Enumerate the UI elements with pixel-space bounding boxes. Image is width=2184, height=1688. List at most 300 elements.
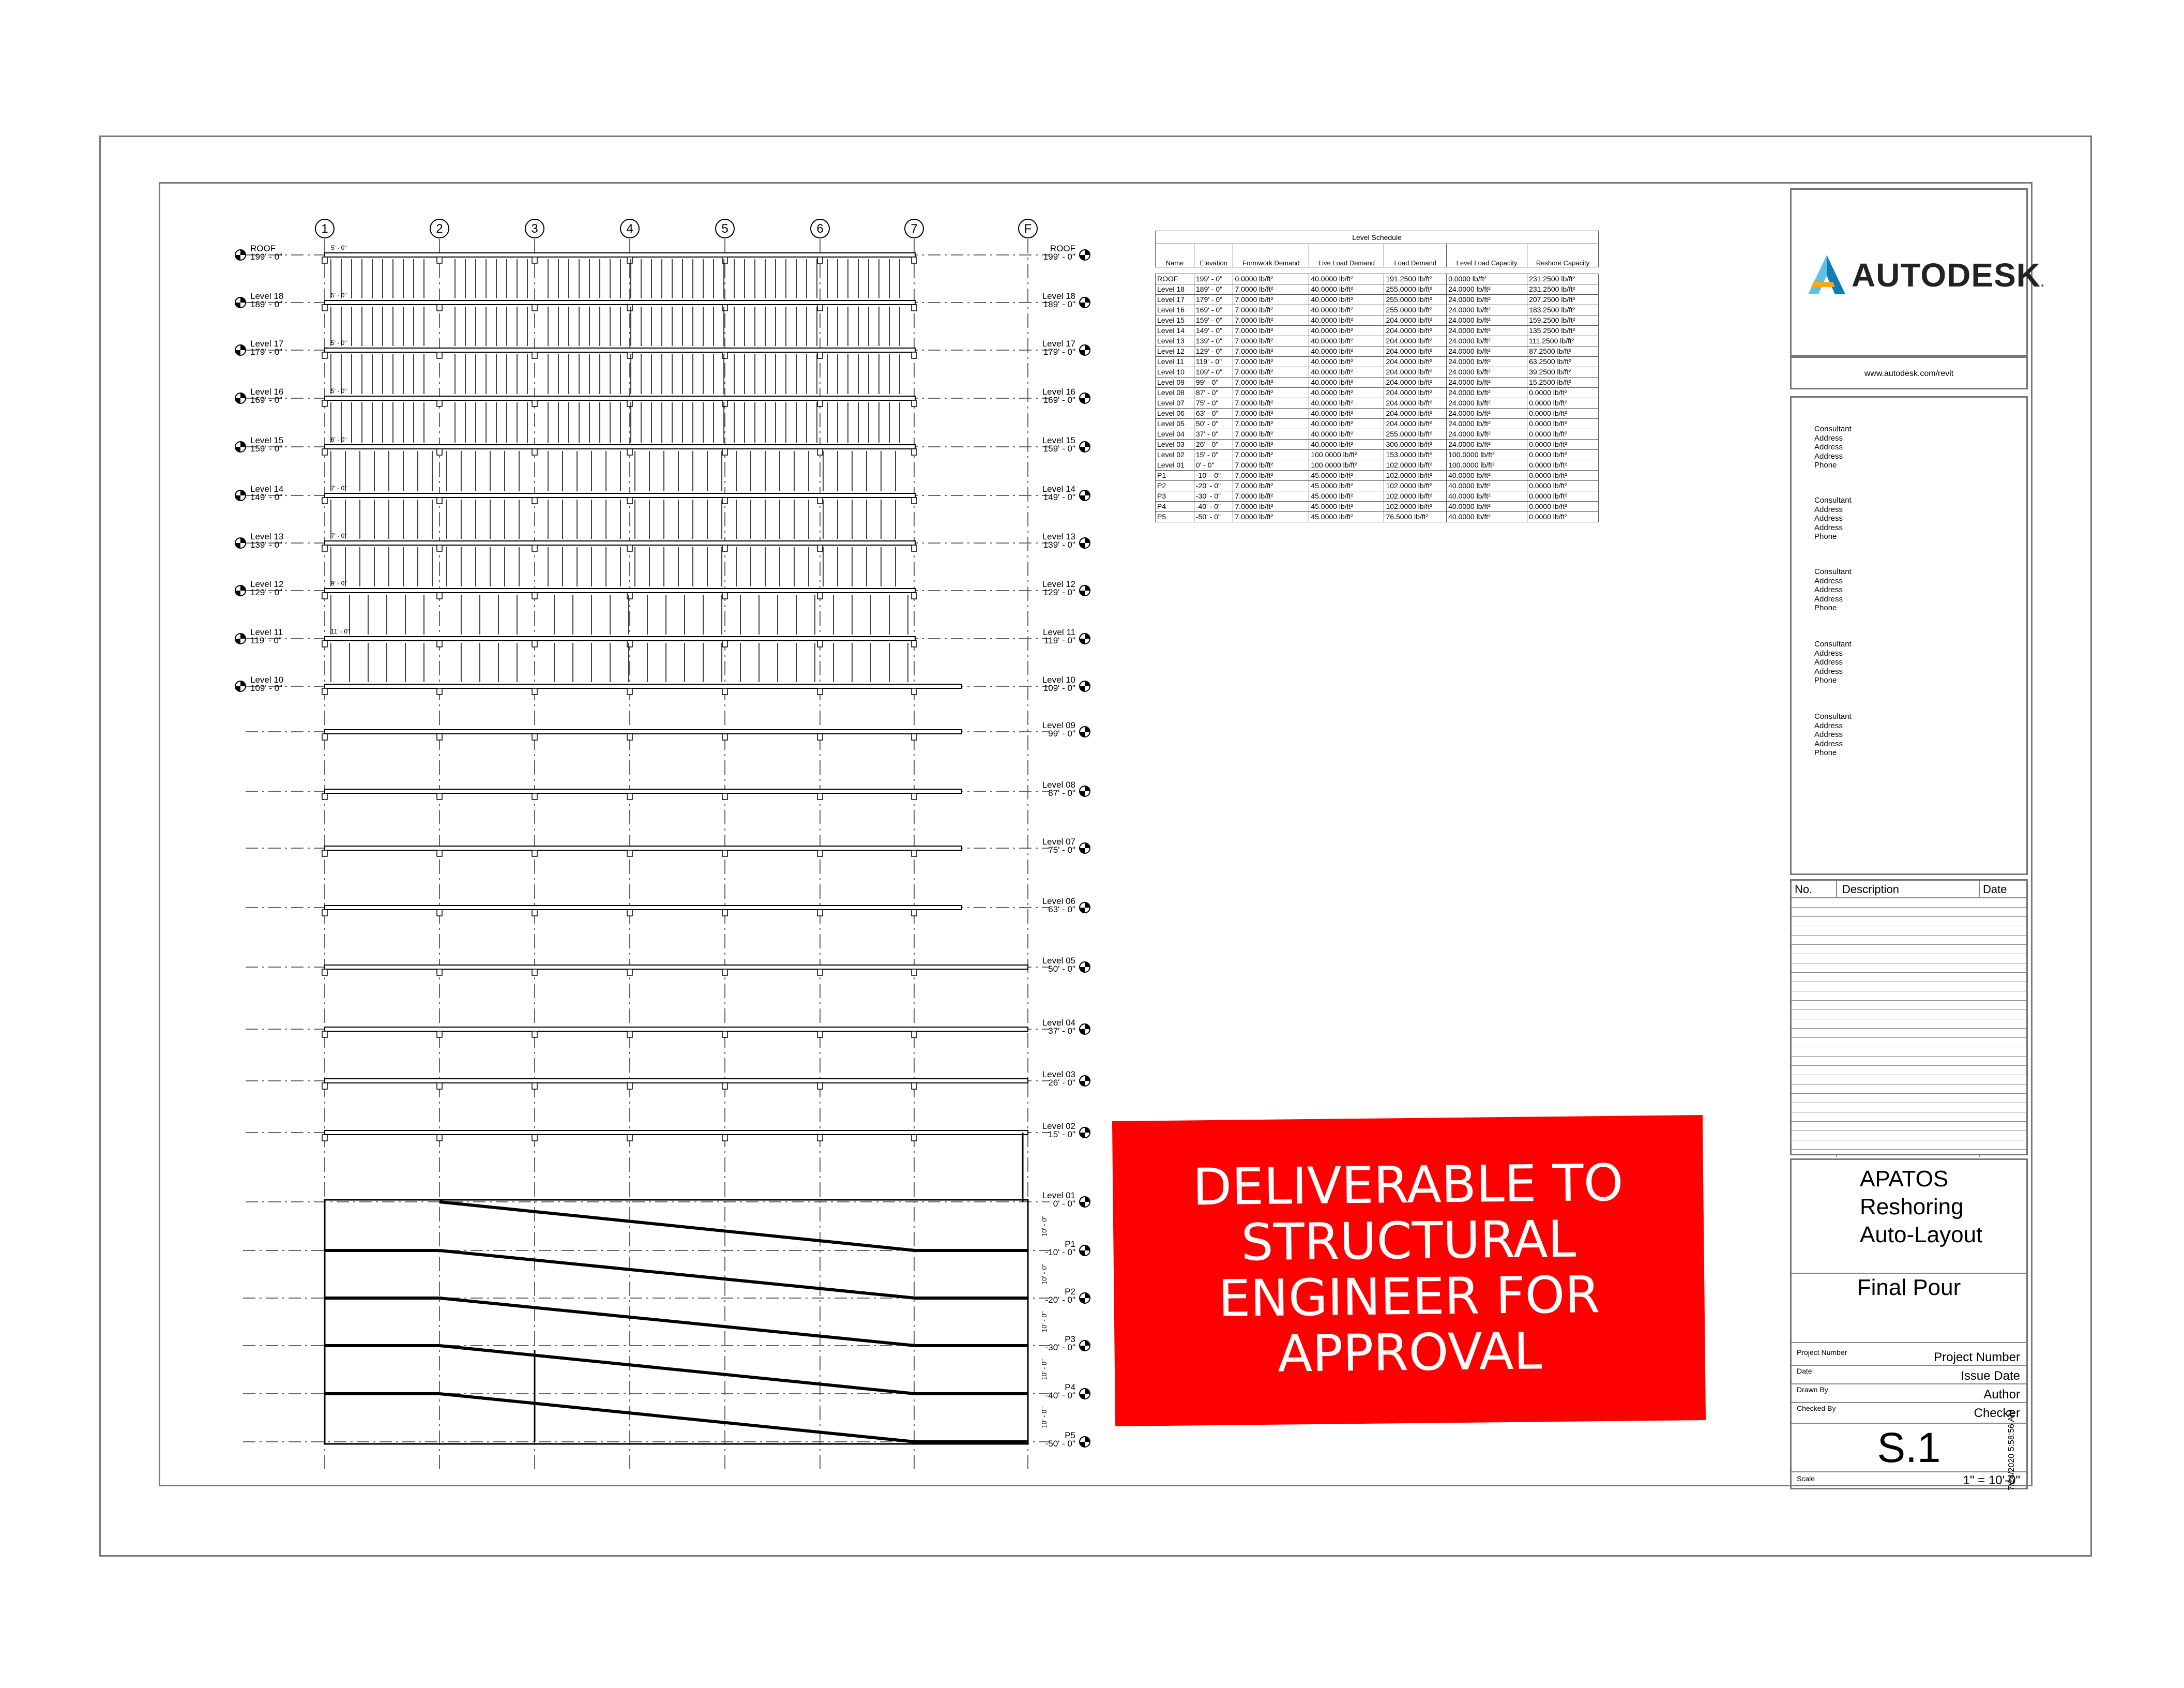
column-stub (912, 1083, 917, 1089)
schedule-cell: 40.0000 lb/ft² (1309, 367, 1384, 378)
schedule-cell: 40.0000 lb/ft² (1309, 305, 1384, 315)
column-stub (437, 257, 442, 263)
schedule-cell: 100.0000 lb/ft² (1447, 450, 1527, 460)
level-elev-right: -20' - 0" (1045, 1295, 1075, 1305)
schedule-cell: 204.0000 lb/ft² (1384, 367, 1447, 378)
slab (325, 1079, 1028, 1083)
schedule-cell: 204.0000 lb/ft² (1384, 346, 1447, 357)
schedule-cell: 24.0000 lb/ft² (1447, 429, 1527, 440)
level-elev-left: 149' - 0" (250, 492, 283, 502)
column-stub (532, 734, 537, 740)
schedule-cell: 204.0000 lb/ft² (1384, 378, 1447, 388)
column-stub (912, 545, 917, 551)
column-stub (722, 1083, 727, 1089)
schedule-cell: 37' - 0" (1194, 429, 1233, 440)
schedule-row (1156, 419, 1599, 429)
brand-name: AUTODESK (1852, 257, 2041, 294)
column-stub (912, 688, 917, 695)
level-name-right: ROOF (1050, 244, 1075, 253)
column-stub (532, 593, 537, 599)
consultant-line: Consultant (1814, 496, 1852, 505)
consultant-block (1814, 712, 1852, 758)
schedule-row (1156, 491, 1599, 502)
schedule-cell: 255.0000 lb/ft² (1384, 284, 1447, 295)
level-name-right: Level 05 (1042, 956, 1075, 966)
level-elev-right: 0' - 0" (1053, 1199, 1075, 1209)
schedule-cell: 75' - 0" (1194, 398, 1233, 409)
slab (325, 300, 915, 305)
level-elev-left: 169' - 0" (250, 395, 283, 405)
level-name-right: Level 17 (1042, 339, 1075, 349)
schedule-cell: Level 14 (1156, 326, 1194, 336)
schedule-row (1156, 450, 1599, 460)
schedule-cell: 139' - 0" (1194, 336, 1233, 346)
column-stub (322, 850, 327, 856)
schedule-cell: 40.0000 lb/ft² (1309, 336, 1384, 346)
schedule-cell: 24.0000 lb/ft² (1447, 326, 1527, 336)
project-name-line: Auto-Layout (1860, 1222, 1983, 1247)
level-elev-right: 129' - 0" (1043, 587, 1075, 597)
schedule-cell: Level 12 (1156, 346, 1194, 357)
schedule-cell: 0.0000 lb/ft² (1527, 409, 1599, 419)
column-stub (322, 400, 327, 406)
level-name-right: P3 (1065, 1334, 1075, 1344)
stamp-line: ENGINEER FOR (1218, 1265, 1601, 1329)
level-elev-right: 99' - 0" (1048, 729, 1075, 739)
column-stub (627, 734, 632, 740)
schedule-row (1156, 346, 1599, 357)
consultant-line: Address (1814, 730, 1843, 739)
schedule-cell: 191.2500 lb/ft² (1384, 274, 1447, 284)
schedule-row (1156, 295, 1599, 305)
grid-label: 6 (816, 222, 824, 236)
column-stub (437, 352, 442, 358)
schedule-cell: 102.0000 lb/ft² (1384, 481, 1447, 491)
schedule-cell: 7.0000 lb/ft² (1233, 450, 1309, 460)
column-stub (532, 1083, 537, 1089)
level-elev-right: -10' - 0" (1045, 1247, 1075, 1257)
schedule-cell: 7.0000 lb/ft² (1233, 305, 1309, 315)
scale-label: Scale (1797, 1474, 1815, 1483)
schedule-cell: 102.0000 lb/ft² (1384, 502, 1447, 512)
column-stub (722, 449, 727, 455)
dimension-label: 10' - 0" (1040, 1359, 1048, 1380)
column-stub (817, 910, 823, 916)
schedule-cell: 149' - 0" (1194, 326, 1233, 336)
schedule-cell: Level 08 (1156, 388, 1194, 398)
grid-label: F (1024, 222, 1032, 236)
schedule-cell: 111.2500 lb/ft² (1527, 336, 1599, 346)
schedule-cell: 7.0000 lb/ft² (1233, 315, 1309, 326)
schedule-row (1156, 481, 1599, 491)
column-stub (627, 593, 632, 599)
column-stub (912, 593, 917, 599)
consultant-line: Address (1814, 585, 1843, 594)
column-stub (912, 257, 917, 263)
schedule-cell: 40.0000 lb/ft² (1309, 398, 1384, 409)
schedule-cell: 40.0000 lb/ft² (1309, 429, 1384, 440)
level-elev-right: 159' - 0" (1043, 444, 1075, 454)
level-name-right: P1 (1065, 1239, 1075, 1249)
column-stub (817, 352, 823, 358)
drawn-by-value: Author (1983, 1388, 2020, 1401)
schedule-cell: 255.0000 lb/ft² (1384, 429, 1447, 440)
column-stub (322, 688, 327, 695)
slab (325, 253, 915, 257)
level-elev-left: 189' - 0" (250, 299, 283, 309)
schedule-cell: 15' - 0" (1194, 450, 1233, 460)
schedule-cell: 45.0000 lb/ft² (1309, 471, 1384, 481)
column-stub (722, 1135, 727, 1141)
schedule-cell: 189' - 0" (1194, 284, 1233, 295)
schedule-row (1156, 326, 1599, 336)
slab (325, 730, 962, 734)
approval-stamp (1112, 1115, 1706, 1426)
schedule-cell: 0.0000 lb/ft² (1527, 481, 1599, 491)
schedule-cell: 100.0000 lb/ft² (1309, 460, 1384, 471)
slab (325, 541, 915, 545)
schedule-cell: 40.0000 lb/ft² (1447, 512, 1527, 522)
column-stub (532, 498, 537, 504)
schedule-cell: P2 (1156, 481, 1194, 491)
level-elev-right: 179' - 0" (1043, 347, 1075, 357)
project-name-line: APATOS (1860, 1166, 1949, 1192)
schedule-cell: 0.0000 lb/ft² (1527, 450, 1599, 460)
level-elev-right: 37' - 0" (1048, 1026, 1075, 1036)
consultant-line: Address (1814, 576, 1843, 585)
schedule-cell: ROOF (1156, 274, 1194, 284)
bay-dimension: 6' - 0" (331, 436, 347, 443)
consultant-line: Phone (1814, 748, 1837, 757)
level-name-right: Level 18 (1042, 291, 1075, 301)
revision-rows (1792, 898, 2026, 1154)
grid-label: 5 (721, 222, 729, 236)
schedule-cell: Level 18 (1156, 284, 1194, 295)
schedule-cell: 40.0000 lb/ft² (1309, 388, 1384, 398)
bay-dimension: 5' - 0" (331, 244, 347, 251)
grid-label: 3 (531, 222, 538, 236)
schedule-cell: -10' - 0" (1194, 471, 1233, 481)
schedule-cell: 87.2500 lb/ft² (1527, 346, 1599, 357)
column-stub (322, 1083, 327, 1089)
revision-date-header: Date (1983, 883, 2007, 896)
column-stub (322, 969, 327, 975)
column-stub (817, 641, 823, 647)
column-stub (322, 734, 327, 740)
schedule-cell: 40.0000 lb/ft² (1309, 346, 1384, 357)
schedule-cell: 24.0000 lb/ft² (1447, 336, 1527, 346)
bay-dimension: 11' - 0" (331, 628, 350, 635)
schedule-cell: Level 02 (1156, 450, 1194, 460)
project-number-value: Project Number (1934, 1350, 2020, 1364)
level-name-right: Level 16 (1042, 387, 1075, 397)
level-elev-right: 199' - 0" (1043, 252, 1075, 262)
schedule-row (1156, 512, 1599, 522)
level-elev-right: 87' - 0" (1048, 788, 1075, 798)
column-stub (722, 793, 727, 800)
column-stub (532, 1135, 537, 1141)
column-stub (817, 850, 823, 856)
column-stub (722, 498, 727, 504)
project-name (1860, 1165, 1982, 1249)
schedule-row (1156, 440, 1599, 450)
project-info-panel (1790, 1158, 2028, 1489)
schedule-cell: 0.0000 lb/ft² (1527, 471, 1599, 481)
ramp-slab (439, 1298, 915, 1346)
schedule-row (1156, 274, 1599, 284)
column-stub (627, 352, 632, 358)
column-stub (437, 850, 442, 856)
schedule-cell: 0' - 0" (1194, 460, 1233, 471)
date-value: Issue Date (1961, 1369, 2020, 1383)
schedule-cell: 7.0000 lb/ft² (1233, 460, 1309, 471)
schedule-row (1156, 460, 1599, 471)
schedule-cell: Level 11 (1156, 357, 1194, 367)
schedule-cell: 0.0000 lb/ft² (1447, 274, 1527, 284)
consultant-block (1814, 640, 1852, 685)
column-stub (817, 734, 823, 740)
column-stub (627, 400, 632, 406)
schedule-cell: 40.0000 lb/ft² (1309, 357, 1384, 367)
level-name-right: Level 01 (1042, 1190, 1075, 1200)
schedule-cell: 40.0000 lb/ft² (1309, 409, 1384, 419)
column-stub (627, 910, 632, 916)
column-stub (322, 641, 327, 647)
schedule-cell: 40.0000 lb/ft² (1309, 274, 1384, 284)
schedule-cell: 0.0000 lb/ft² (1527, 491, 1599, 502)
schedule-cell: 7.0000 lb/ft² (1233, 429, 1309, 440)
consultant-line: Address (1814, 667, 1843, 676)
checked-by-value: Checker (1974, 1406, 2020, 1420)
column-stub (627, 305, 632, 311)
level-elev-right: -30' - 0" (1045, 1343, 1075, 1352)
column-stub (627, 850, 632, 856)
column-stub (722, 641, 727, 647)
level-elev-left: 199' - 0" (250, 252, 283, 262)
column-stub (912, 910, 917, 916)
slab (325, 396, 915, 400)
level-name-right: Level 04 (1042, 1018, 1075, 1028)
column-stub (627, 498, 632, 504)
schedule-cell: 159' - 0" (1194, 315, 1233, 326)
column-stub (912, 1031, 917, 1037)
slab (325, 1131, 1028, 1135)
column-stub (627, 257, 632, 263)
revision-description-header: Description (1842, 883, 1900, 896)
consultant-block (1814, 425, 1852, 470)
consultant-line: Consultant (1814, 567, 1852, 576)
column-stub (437, 734, 442, 740)
level-name-left: Level 10 (250, 675, 284, 685)
level-name-right: Level 12 (1042, 579, 1075, 589)
schedule-cell: Level 06 (1156, 409, 1194, 419)
column-stub (722, 969, 727, 975)
consultant-line: Address (1814, 658, 1843, 667)
schedule-cell: 7.0000 lb/ft² (1233, 471, 1309, 481)
schedule-cell: 45.0000 lb/ft² (1309, 481, 1384, 491)
column-stub (627, 793, 632, 800)
level-name-right: Level 07 (1042, 837, 1075, 847)
level-elev-left: 119' - 0" (250, 636, 282, 645)
column-stub (817, 305, 823, 311)
level-elev-right: 149' - 0" (1043, 492, 1075, 502)
schedule-header-cell: Live Load Demand (1309, 244, 1384, 267)
schedule-cell: -40' - 0" (1194, 502, 1233, 512)
schedule-cell: Level 04 (1156, 429, 1194, 440)
level-elev-right: 75' - 0" (1048, 845, 1075, 855)
consultant-block (1814, 496, 1852, 541)
schedule-cell: 63.2500 lb/ft² (1527, 357, 1599, 367)
schedule-cell: 204.0000 lb/ft² (1384, 388, 1447, 398)
column-stub (627, 1031, 632, 1037)
column-stub (322, 498, 327, 504)
level-elev-right: 15' - 0" (1048, 1129, 1075, 1139)
level-schedule-table (1155, 231, 1599, 522)
schedule-cell: 40.0000 lb/ft² (1309, 326, 1384, 336)
brand-url: www.autodesk.com/revit (1790, 356, 2028, 389)
column-stub (532, 1031, 537, 1037)
schedule-cell: 26' - 0" (1194, 440, 1233, 450)
column-stub (627, 449, 632, 455)
schedule-cell: 199' - 0" (1194, 274, 1233, 284)
slab (325, 589, 915, 593)
project-name-line: Reshoring (1860, 1194, 1964, 1219)
column-stub (322, 793, 327, 800)
column-stub (437, 688, 442, 695)
schedule-cell: P5 (1156, 512, 1194, 522)
level-name-right: Level 06 (1042, 896, 1075, 906)
column-stub (817, 257, 823, 263)
schedule-cell: 7.0000 lb/ft² (1233, 419, 1309, 429)
consultant-line: Address (1814, 739, 1843, 748)
column-stub (817, 545, 823, 551)
column-stub (912, 498, 917, 504)
schedule-cell: 7.0000 lb/ft² (1233, 398, 1309, 409)
column-stub (532, 449, 537, 455)
consultant-line: Address (1814, 594, 1843, 604)
consultants-panel (1790, 396, 2028, 875)
schedule-cell: 7.0000 lb/ft² (1233, 367, 1309, 378)
schedule-cell: 0.0000 lb/ft² (1527, 429, 1599, 440)
schedule-row (1156, 409, 1599, 419)
schedule-cell: 100.0000 lb/ft² (1447, 460, 1527, 471)
column-stub (437, 305, 442, 311)
column-stub (722, 850, 727, 856)
column-stub (722, 257, 727, 263)
schedule-cell: 109' - 0" (1194, 367, 1233, 378)
schedule-cell: 7.0000 lb/ft² (1233, 336, 1309, 346)
schedule-cell: 63' - 0" (1194, 409, 1233, 419)
column-stub (912, 352, 917, 358)
bay-dimension: 5' - 0" (331, 292, 347, 299)
consultant-line: Address (1814, 649, 1843, 658)
dimension-label: 10' - 0" (1040, 1263, 1048, 1285)
consultant-line: Phone (1814, 461, 1837, 470)
column-stub (627, 688, 632, 695)
schedule-cell: 24.0000 lb/ft² (1447, 357, 1527, 367)
schedule-cell: -50' - 0" (1194, 512, 1233, 522)
schedule-cell: 40.0000 lb/ft² (1309, 378, 1384, 388)
slab (325, 445, 915, 449)
schedule-header-cell: Level Load Capacity (1447, 244, 1527, 267)
schedule-cell: 45.0000 lb/ft² (1309, 512, 1384, 522)
checked-by-label: Checked By (1797, 1404, 1836, 1412)
schedule-row (1156, 357, 1599, 367)
schedule-cell: 169' - 0" (1194, 305, 1233, 315)
schedule-cell: 255.0000 lb/ft² (1384, 305, 1447, 315)
schedule-cell: Level 01 (1156, 460, 1194, 471)
consultant-line: Address (1814, 721, 1843, 730)
schedule-cell: 231.2500 lb/ft² (1527, 274, 1599, 284)
column-stub (322, 545, 327, 551)
level-name-left: Level 16 (250, 387, 284, 397)
schedule-cell: 207.2500 lb/ft² (1527, 295, 1599, 305)
column-stub (437, 910, 442, 916)
schedule-cell: 40.0000 lb/ft² (1309, 315, 1384, 326)
schedule-cell: 7.0000 lb/ft² (1233, 440, 1309, 450)
column-stub (912, 641, 917, 647)
schedule-header-cell: Elevation (1194, 244, 1233, 267)
schedule-header-cell: Reshore Capacity (1527, 244, 1599, 267)
column-stub (627, 1083, 632, 1089)
column-stub (532, 688, 537, 695)
column-stub (322, 257, 327, 263)
schedule-cell: 40.0000 lb/ft² (1309, 440, 1384, 450)
column-stub (912, 400, 917, 406)
schedule-title: Level Schedule (1156, 231, 1599, 244)
schedule-cell: 40.0000 lb/ft² (1447, 491, 1527, 502)
stamp-line: STRUCTURAL (1240, 1210, 1576, 1273)
level-elev-left: 139' - 0" (250, 540, 283, 550)
schedule-cell: 204.0000 lb/ft² (1384, 315, 1447, 326)
column-stub (817, 449, 823, 455)
ramp-slab (439, 1346, 915, 1394)
schedule-cell: 7.0000 lb/ft² (1233, 284, 1309, 295)
revision-header (1792, 881, 2026, 897)
ramp-slab (439, 1250, 915, 1298)
schedule-cell: 7.0000 lb/ft² (1233, 409, 1309, 419)
schedule-row (1156, 315, 1599, 326)
logo-panel (1790, 188, 2045, 356)
schedule-cell: 45.0000 lb/ft² (1309, 491, 1384, 502)
level-name-right: Level 03 (1042, 1069, 1075, 1079)
scale-value: 1" = 10'-0" (1963, 1473, 2020, 1487)
schedule-cell: 0.0000 lb/ft² (1527, 512, 1599, 522)
schedule-row (1156, 367, 1599, 378)
schedule-row (1156, 471, 1599, 481)
level-name-left: Level 11 (250, 627, 283, 637)
column-stub (627, 545, 632, 551)
revision-no-header: No. (1795, 883, 1813, 896)
column-stub (437, 793, 442, 800)
schedule-cell: 204.0000 lb/ft² (1384, 409, 1447, 419)
schedule-cell: Level 03 (1156, 440, 1194, 450)
schedule-cell: 24.0000 lb/ft² (1447, 398, 1527, 409)
level-name-right: Level 02 (1042, 1121, 1075, 1131)
ramp-slab (439, 1394, 915, 1442)
schedule-gap (1156, 267, 1599, 274)
column-stub (722, 688, 727, 695)
column-stub (322, 449, 327, 455)
schedule-cell: 40.0000 lb/ft² (1447, 481, 1527, 491)
level-elev-right: 63' - 0" (1048, 905, 1075, 914)
schedule-cell: Level 05 (1156, 419, 1194, 429)
column-stub (322, 305, 327, 311)
print-timestamp: 7/24/2020 5:58:56 AM (2007, 1409, 2016, 1490)
schedule-row (1156, 378, 1599, 388)
column-stub (322, 1031, 327, 1037)
bay-dimension: 5' - 0" (331, 387, 347, 395)
